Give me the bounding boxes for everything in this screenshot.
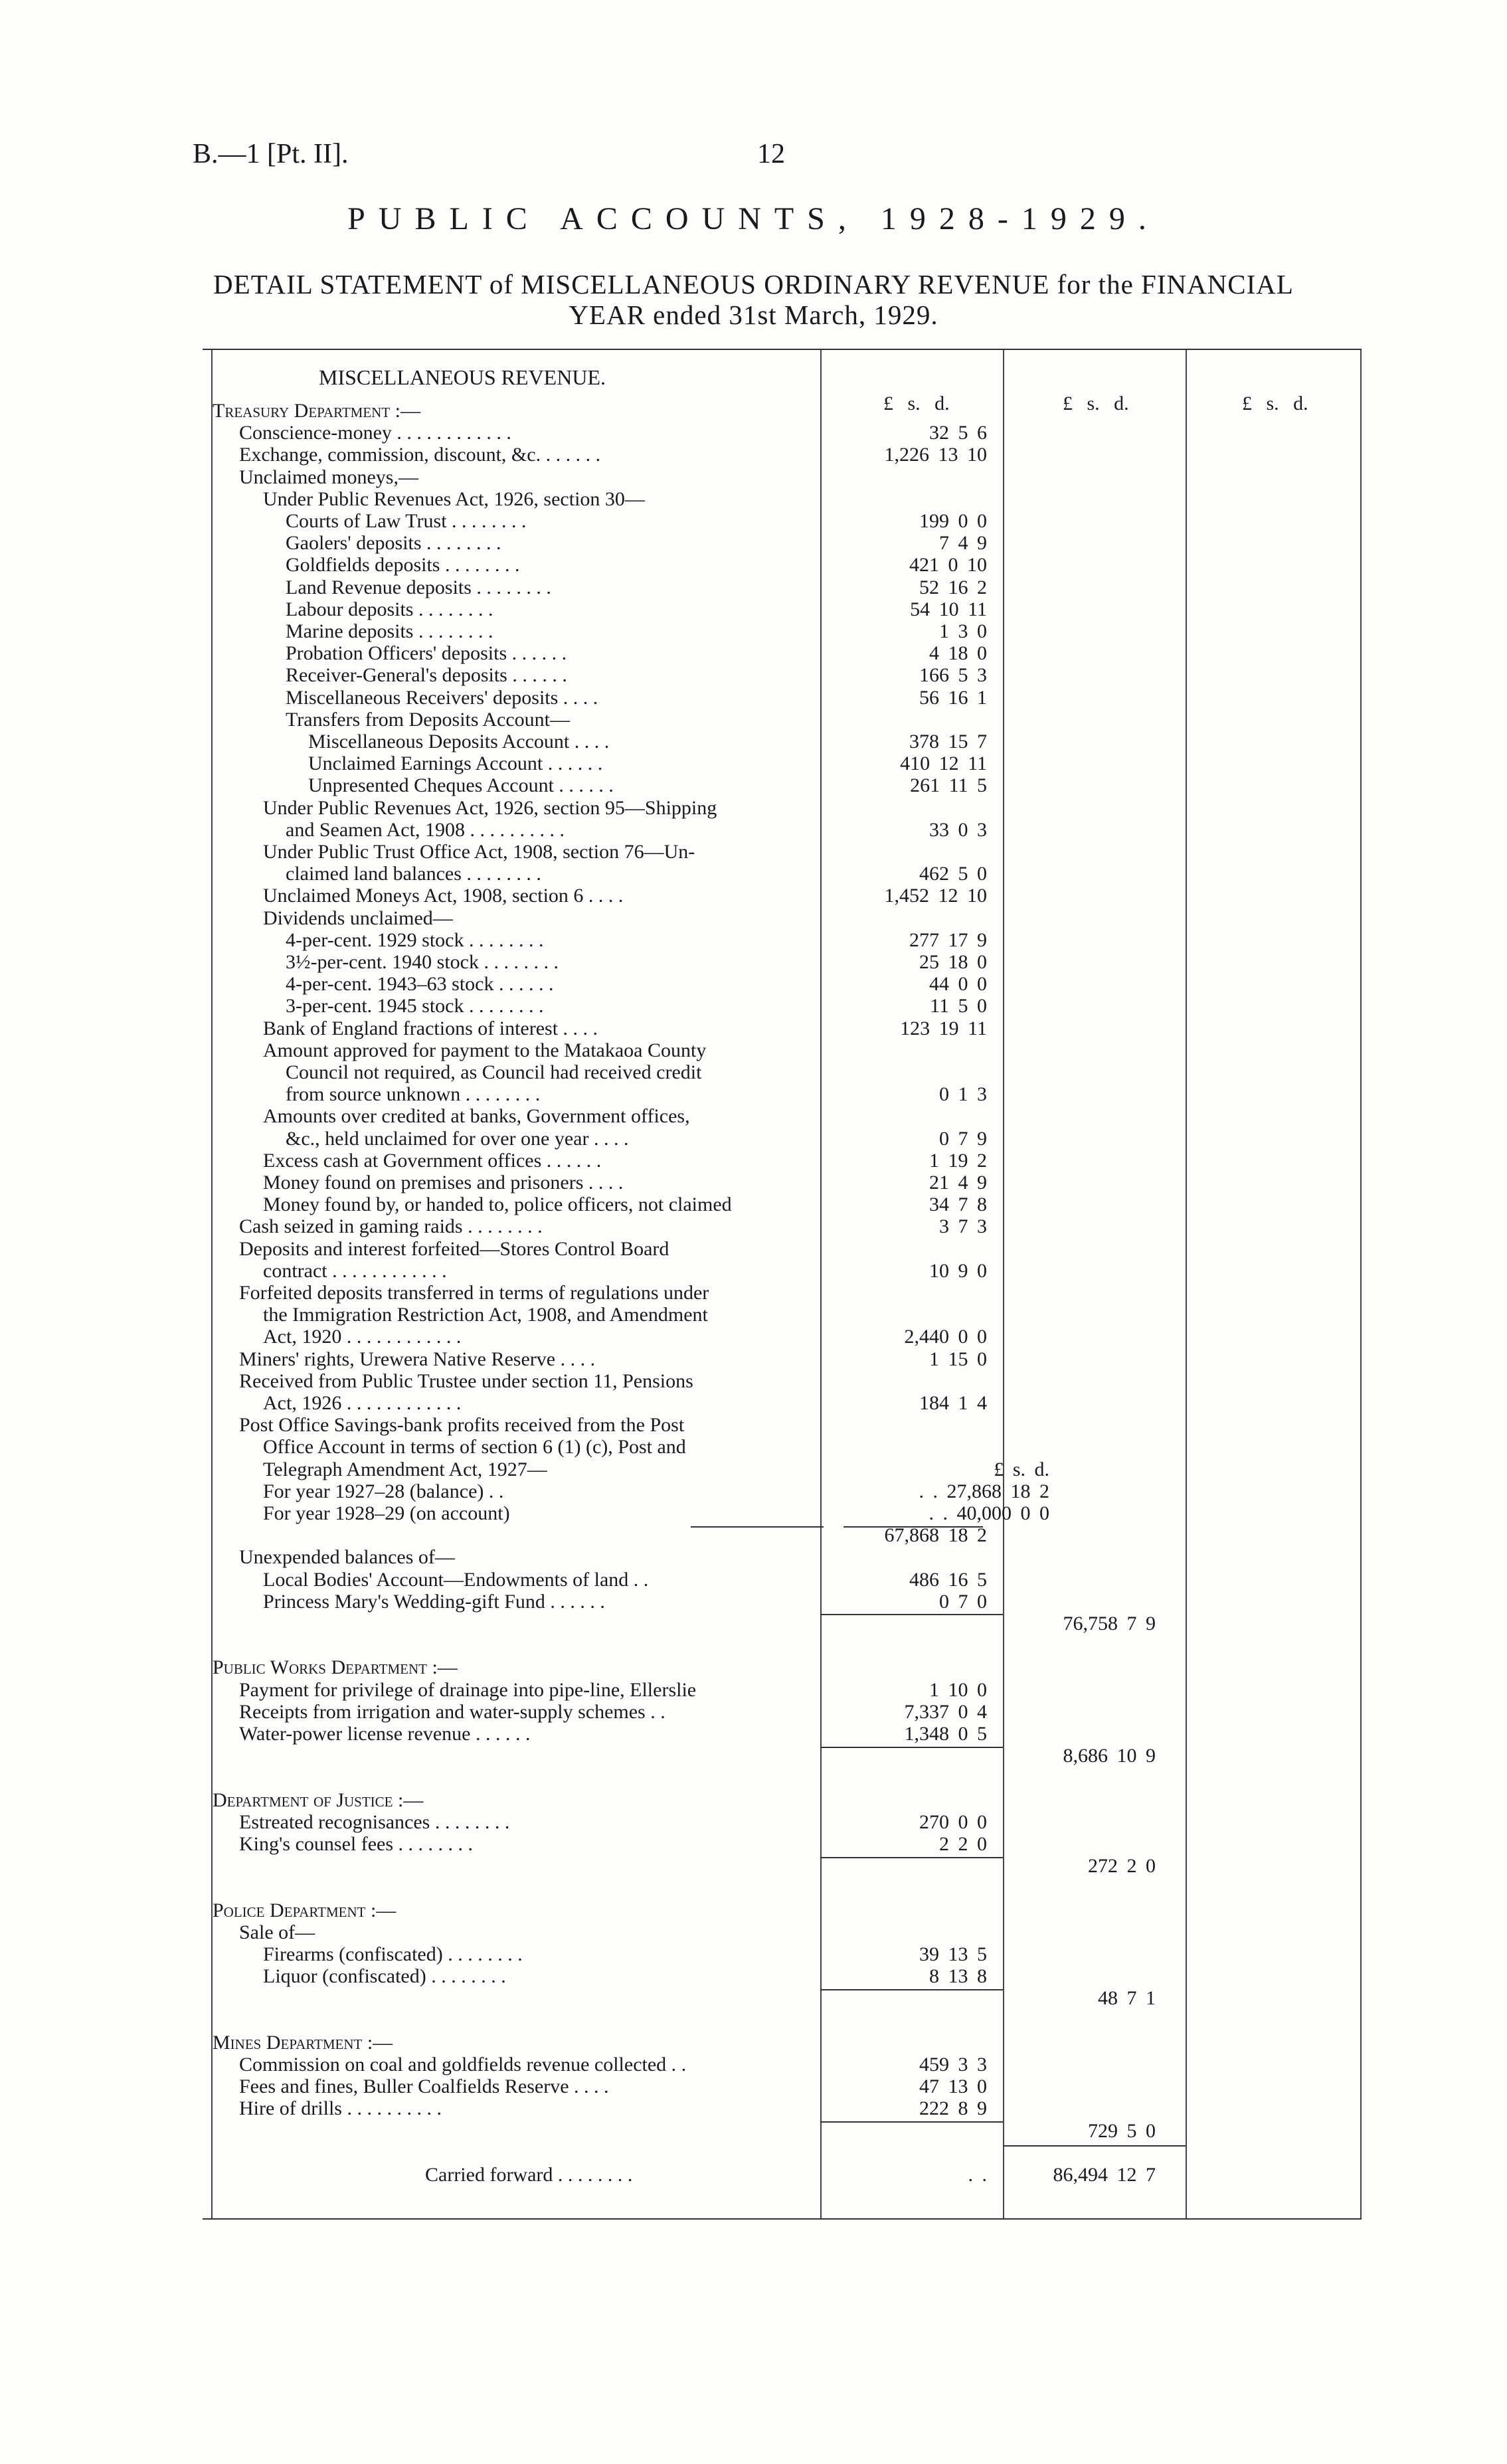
row-label: Telegraph Amendment Act, 1927—: [263, 1458, 547, 1480]
row-label: Under Public Revenues Act, 1926, section 95—Shipping: [263, 796, 717, 819]
ledger-row: [199, 554, 1368, 576]
ledger-row: [199, 907, 1368, 929]
row-label: 3½-per-cent. 1940 stock . . . . . . . .: [286, 951, 559, 973]
inner-amount: £ s. d.: [994, 1458, 1049, 1480]
ledger-row: [199, 1634, 1368, 1656]
row-label: contract . . . . . . . . . . . .: [263, 1259, 447, 1282]
amount-column-1: 3 7 3: [939, 1215, 987, 1238]
ledger-row: [199, 1855, 1368, 1877]
row-label: 3-per-cent. 1945 stock . . . . . . . .: [286, 995, 544, 1017]
department-heading: Public Works Department :—: [213, 1656, 458, 1679]
row-label: Dividends unclaimed—: [263, 907, 453, 929]
ledger-row: [199, 576, 1368, 598]
ledger-row: [199, 1613, 1368, 1634]
row-label: Princess Mary's Wedding-gift Fund . . . . . .: [263, 1590, 605, 1613]
ledger-row: [199, 1150, 1368, 1172]
amount-column-1: 261 11 5: [910, 774, 987, 797]
row-label: Forfeited deposits transferred in terms of regulations under: [239, 1282, 709, 1304]
statement-subtitle-line2: YEAR ended 31st March, 1929.: [569, 300, 938, 330]
amount-column-2: 76,758 7 9: [1063, 1613, 1156, 1634]
ledger-row: [199, 1524, 1368, 1546]
row-label: Land Revenue deposits . . . . . . . .: [286, 576, 551, 598]
amount-column-1: 33 0 3: [929, 818, 987, 841]
amount-column-1: 1 3 0: [939, 620, 987, 642]
amount-column-1: 56 16 1: [919, 686, 987, 709]
ledger-row: [199, 1392, 1368, 1414]
amount-column-1: 11 5 0: [930, 995, 987, 1017]
ledger-row: [199, 1811, 1368, 1833]
page-title: PUBLIC ACCOUNTS, 1928-1929.: [347, 201, 1160, 236]
column-head-3: £ s. d.: [1242, 393, 1308, 414]
row-label: Marine deposits . . . . . . . .: [286, 620, 493, 642]
ledger-row: [199, 1943, 1368, 1965]
ledger-row: [199, 1480, 1368, 1502]
row-label: Office Account in terms of section 6 (1) (c), Post and: [263, 1436, 686, 1458]
row-label: Bank of England fractions of interest . . . .: [263, 1017, 598, 1039]
amount-column-1: 2 2 0: [939, 1833, 987, 1855]
row-label: Under Public Trust Office Act, 1908, section 76—Un-: [263, 841, 695, 863]
ledger-row: [199, 2032, 1368, 2054]
ledger-row: [199, 1260, 1368, 1282]
row-label: King's counsel fees . . . . . . . .: [239, 1833, 474, 1855]
department-heading: Police Department :—: [213, 1899, 397, 1921]
ledger-row: [199, 598, 1368, 620]
row-label: Hire of drills . . . . . . . . . .: [239, 2097, 442, 2120]
row-label: Act, 1920 . . . . . . . . . . . .: [263, 1326, 462, 1348]
amount-column-1: 1 19 2: [929, 1149, 987, 1172]
row-label: Receiver-General's deposits . . . . . .: [286, 664, 567, 687]
ledger-row: [199, 664, 1368, 686]
department-heading: Mines Department :—: [213, 2031, 393, 2054]
ledger-row: [199, 885, 1368, 907]
amount-column-1: 39 13 5: [919, 1943, 987, 1965]
ledger-row: [199, 1017, 1368, 1039]
ledger-row: [199, 532, 1368, 554]
row-label: Miscellaneous Deposits Account . . . .: [308, 731, 610, 752]
ledger-row: [199, 1745, 1368, 1767]
ledger-row: [199, 1723, 1368, 1745]
inner-amount: . . 40,000 0 0: [929, 1502, 1049, 1524]
ledger-row: [199, 1172, 1368, 1193]
row-label: claimed land balances . . . . . . . .: [286, 863, 541, 885]
amount-column-1: 34 7 8: [929, 1193, 987, 1216]
row-label: Courts of Law Trust . . . . . . . .: [286, 510, 527, 532]
ledger-row: [199, 488, 1368, 510]
row-label: Gaolers' deposits . . . . . . . .: [286, 532, 501, 555]
column-head-2: £ s. d.: [1063, 393, 1129, 414]
amount-column-1: 1,452 12 10: [884, 885, 987, 907]
ledger-row: [199, 1679, 1368, 1701]
amount-column-1: 421 0 10: [909, 554, 987, 576]
ledger-row: [199, 642, 1368, 664]
amount-column-1: 52 16 2: [919, 576, 987, 598]
row-label: Conscience-money . . . . . . . . . . . .: [239, 422, 511, 444]
section-heading: MISCELLANEOUS REVENUE.: [319, 365, 606, 389]
ledger-row: [199, 422, 1368, 444]
amount-column-1: 184 1 4: [919, 1392, 987, 1414]
ledger-row: [199, 2075, 1368, 2097]
amount-column-1: 1,348 0 5: [904, 1723, 987, 1745]
ledger-row: [199, 1348, 1368, 1370]
amount-column-1: 0 1 3: [939, 1083, 987, 1106]
amount-column-1: 277 17 9: [909, 928, 987, 951]
amount-column-1: 4 18 0: [929, 642, 987, 665]
ledger-row: [199, 863, 1368, 885]
amount-column-1: 8 13 8: [929, 1965, 987, 1988]
ledger-row: [199, 2010, 1368, 2032]
row-label: Labour deposits . . . . . . . .: [286, 598, 493, 620]
page-number: 12: [757, 139, 785, 169]
amount-column-1: . .: [968, 2164, 987, 2186]
row-label: Local Bodies' Account—Endowments of land . .: [263, 1568, 649, 1591]
row-label: Council not required, as Council had received credit: [286, 1061, 702, 1083]
row-label: Fees and fines, Buller Coalfields Reserve . . . .: [239, 2075, 609, 2098]
ledger-row: [199, 1921, 1368, 1943]
department-heading: Treasury Department :—: [213, 400, 420, 422]
row-label: Commission on coal and goldfields revenue collected . .: [239, 2054, 687, 2075]
department-heading: Department of Justice :—: [213, 1789, 424, 1811]
row-label: Payment for privilege of drainage into pipe-line, Ellerslie: [239, 1678, 697, 1701]
row-label: Deposits and interest forfeited—Stores Control Board: [239, 1237, 669, 1260]
row-label: the Immigration Restriction Act, 1908, and Amendment: [263, 1304, 708, 1326]
row-label: Amount approved for payment to the Matakaoa County: [263, 1039, 707, 1061]
ledger-row: [199, 1414, 1368, 1436]
amount-column-1: 486 16 5: [909, 1568, 987, 1591]
row-label: Amounts over credited at banks, Government offices,: [263, 1105, 690, 1128]
row-label: Transfers from Deposits Account—: [286, 708, 571, 731]
ledger-row: [199, 1326, 1368, 1348]
amount-column-1: 166 5 3: [919, 664, 987, 687]
ledger-row: [199, 1987, 1368, 2009]
ledger-row: [199, 2142, 1368, 2164]
amount-column-1: 54 10 11: [910, 598, 987, 620]
amount-column-2: 86,494 12 7: [1053, 2164, 1156, 2186]
table-top-rule: [203, 349, 1362, 350]
amount-column-1: 25 18 0: [919, 951, 987, 973]
inner-amount: . . 27,868 18 2: [919, 1480, 1049, 1502]
ledger-row: [199, 1899, 1368, 1921]
amount-column-1: 47 13 0: [919, 2075, 987, 2098]
amount-column-2: 272 2 0: [1088, 1855, 1156, 1878]
row-label: Sale of—: [239, 1921, 315, 1943]
page-reference: B.—1 [Pt. II].: [193, 139, 349, 169]
row-label: Money found by, or handed to, police officers, not claimed: [263, 1193, 732, 1216]
ledger-row: [199, 819, 1368, 841]
amount-column-1: 67,868 18 2: [884, 1524, 987, 1547]
ledger-row: [199, 1128, 1368, 1150]
ledger-row: [199, 620, 1368, 642]
ledger-row: [199, 1701, 1368, 1723]
row-label: Unexpended balances of—: [239, 1546, 455, 1569]
amount-column-1: 44 0 0: [929, 973, 987, 996]
ledger-row: [199, 2164, 1368, 2186]
ledger-row: [199, 1591, 1368, 1613]
amount-column-2: 729 5 0: [1088, 2119, 1156, 2142]
ledger-row: [199, 510, 1368, 532]
ledger-row: [199, 1215, 1368, 1237]
statement-subtitle-line1: DETAIL STATEMENT of MISCELLANEOUS ORDINARY REVENUE for the FINANCIAL: [213, 269, 1294, 300]
row-label: Carried forward . . . . . . . .: [425, 2164, 633, 2186]
row-label: Receipts from irrigation and water-supply schemes . .: [239, 1700, 665, 1723]
amount-column-1: 2,440 0 0: [904, 1326, 987, 1348]
ledger-row: [199, 752, 1368, 774]
amount-column-1: 378 15 7: [909, 731, 987, 752]
row-label: &c., held unclaimed for over one year . . . .: [286, 1127, 629, 1150]
amount-column-1: 199 0 0: [919, 510, 987, 532]
row-label: Miners' rights, Urewera Native Reserve . . . .: [239, 1348, 596, 1370]
ledger-row: [199, 1965, 1368, 1987]
amount-column-1: 0 7 0: [939, 1590, 987, 1613]
row-label: Probation Officers' deposits . . . . . .: [286, 642, 567, 665]
ledger-row: [199, 1282, 1368, 1304]
amount-column-1: 462 5 0: [919, 863, 987, 885]
amount-column-1: 0 7 9: [939, 1127, 987, 1150]
ledger-row: [199, 1370, 1368, 1392]
ledger-row: [199, 995, 1368, 1017]
row-label: Post Office Savings-bank profits received from the Post: [239, 1414, 685, 1437]
row-label: Unclaimed Earnings Account . . . . . .: [308, 752, 603, 775]
ledger-row: [199, 466, 1368, 488]
ledger-row: [199, 400, 1368, 422]
ledger-row: [199, 2054, 1368, 2075]
table-bottom-rule: [203, 2218, 1362, 2220]
ledger-row: [199, 929, 1368, 951]
amount-column-1: 1 15 0: [929, 1348, 987, 1370]
row-label: Goldfields deposits . . . . . . . .: [286, 554, 520, 576]
amount-column-2: 48 7 1: [1098, 1987, 1156, 2010]
ledger-row: [199, 774, 1368, 796]
ledger-row: [199, 1569, 1368, 1591]
amount-column-1: 410 12 11: [900, 752, 987, 775]
amount-column-1: 10 9 0: [929, 1259, 987, 1282]
row-label: Received from Public Trustee under section 11, Pensions: [239, 1369, 693, 1392]
amount-column-2: 8,686 10 9: [1063, 1745, 1156, 1767]
amount-column-1: 32 5 6: [929, 422, 987, 444]
ledger-row: [199, 1833, 1368, 1855]
row-label: Miscellaneous Receivers' deposits . . . .: [286, 686, 598, 709]
row-label: Act, 1926 . . . . . . . . . . . .: [263, 1392, 462, 1414]
row-label: from source unknown . . . . . . . .: [286, 1083, 541, 1106]
ledger-row: [199, 731, 1368, 752]
amount-column-1: 123 19 11: [900, 1017, 987, 1039]
row-label: and Seamen Act, 1908 . . . . . . . . . .: [286, 818, 565, 841]
row-label: Liquor (confiscated) . . . . . . . .: [263, 1965, 506, 1988]
amount-column-1: 459 3 3: [919, 2054, 987, 2075]
ledger-row: [199, 797, 1368, 819]
row-label: For year 1928–29 (on account): [263, 1502, 510, 1524]
row-label: Unclaimed moneys,—: [239, 466, 418, 488]
ledger-row: [199, 709, 1368, 731]
ledger-row: [199, 973, 1368, 995]
row-label: Excess cash at Government offices . . . . . .: [263, 1149, 602, 1172]
ledger-row: [199, 841, 1368, 863]
ledger-row: [199, 2097, 1368, 2119]
ledger-row: [199, 687, 1368, 709]
ledger-row: [199, 1061, 1368, 1083]
ledger-row: [199, 1083, 1368, 1105]
ledger-row: [199, 1767, 1368, 1789]
row-label: Estreated recognisances . . . . . . . .: [239, 1810, 510, 1833]
ledger-row: [199, 1436, 1368, 1458]
row-label: Unpresented Cheques Account . . . . . .: [308, 774, 614, 797]
ledger-row: [199, 1546, 1368, 1568]
row-label: 4-per-cent. 1943–63 stock . . . . . .: [286, 973, 554, 996]
row-label: Cash seized in gaming raids . . . . . . . .: [239, 1215, 543, 1238]
row-label: For year 1927–28 (balance) . .: [263, 1480, 504, 1502]
ledger-row: [199, 1458, 1368, 1480]
ledger-row: [199, 1105, 1368, 1127]
column-head-1: £ s. d.: [883, 393, 950, 414]
ledger-row: [199, 444, 1368, 466]
ledger-row: [199, 951, 1368, 973]
amount-column-1: 7,337 0 4: [904, 1700, 987, 1723]
ledger-row: [199, 1238, 1368, 1260]
amount-column-1: 7 4 9: [939, 532, 987, 555]
ledger-row: [199, 1304, 1368, 1326]
row-label: Unclaimed Moneys Act, 1908, section 6 . . . .: [263, 885, 624, 907]
row-label: Water-power license revenue . . . . . .: [239, 1723, 531, 1745]
row-label: Money found on premises and prisoners . . . .: [263, 1172, 624, 1193]
ledger-row: [199, 1502, 1368, 1524]
amount-column-1: 222 8 9: [919, 2097, 987, 2120]
ledger-row: [199, 1656, 1368, 1678]
ledger-row: [199, 1193, 1368, 1215]
amount-column-1: 21 4 9: [929, 1172, 987, 1193]
row-label: Under Public Revenues Act, 1926, section 30—: [263, 487, 645, 510]
ledger-row: [199, 2120, 1368, 2142]
amount-column-1: 270 0 0: [919, 1810, 987, 1833]
row-label: Exchange, commission, discount, &c. . . . . . .: [239, 444, 601, 466]
ledger-row: [199, 1877, 1368, 1899]
row-label: 4-per-cent. 1929 stock . . . . . . . .: [286, 928, 544, 951]
row-label: Firearms (confiscated) . . . . . . . .: [263, 1943, 523, 1965]
amount-column-1: 1 10 0: [929, 1678, 987, 1701]
ledger-row: [199, 1039, 1368, 1061]
amount-column-1: 1,226 13 10: [884, 444, 987, 466]
ledger-row: [199, 1789, 1368, 1811]
